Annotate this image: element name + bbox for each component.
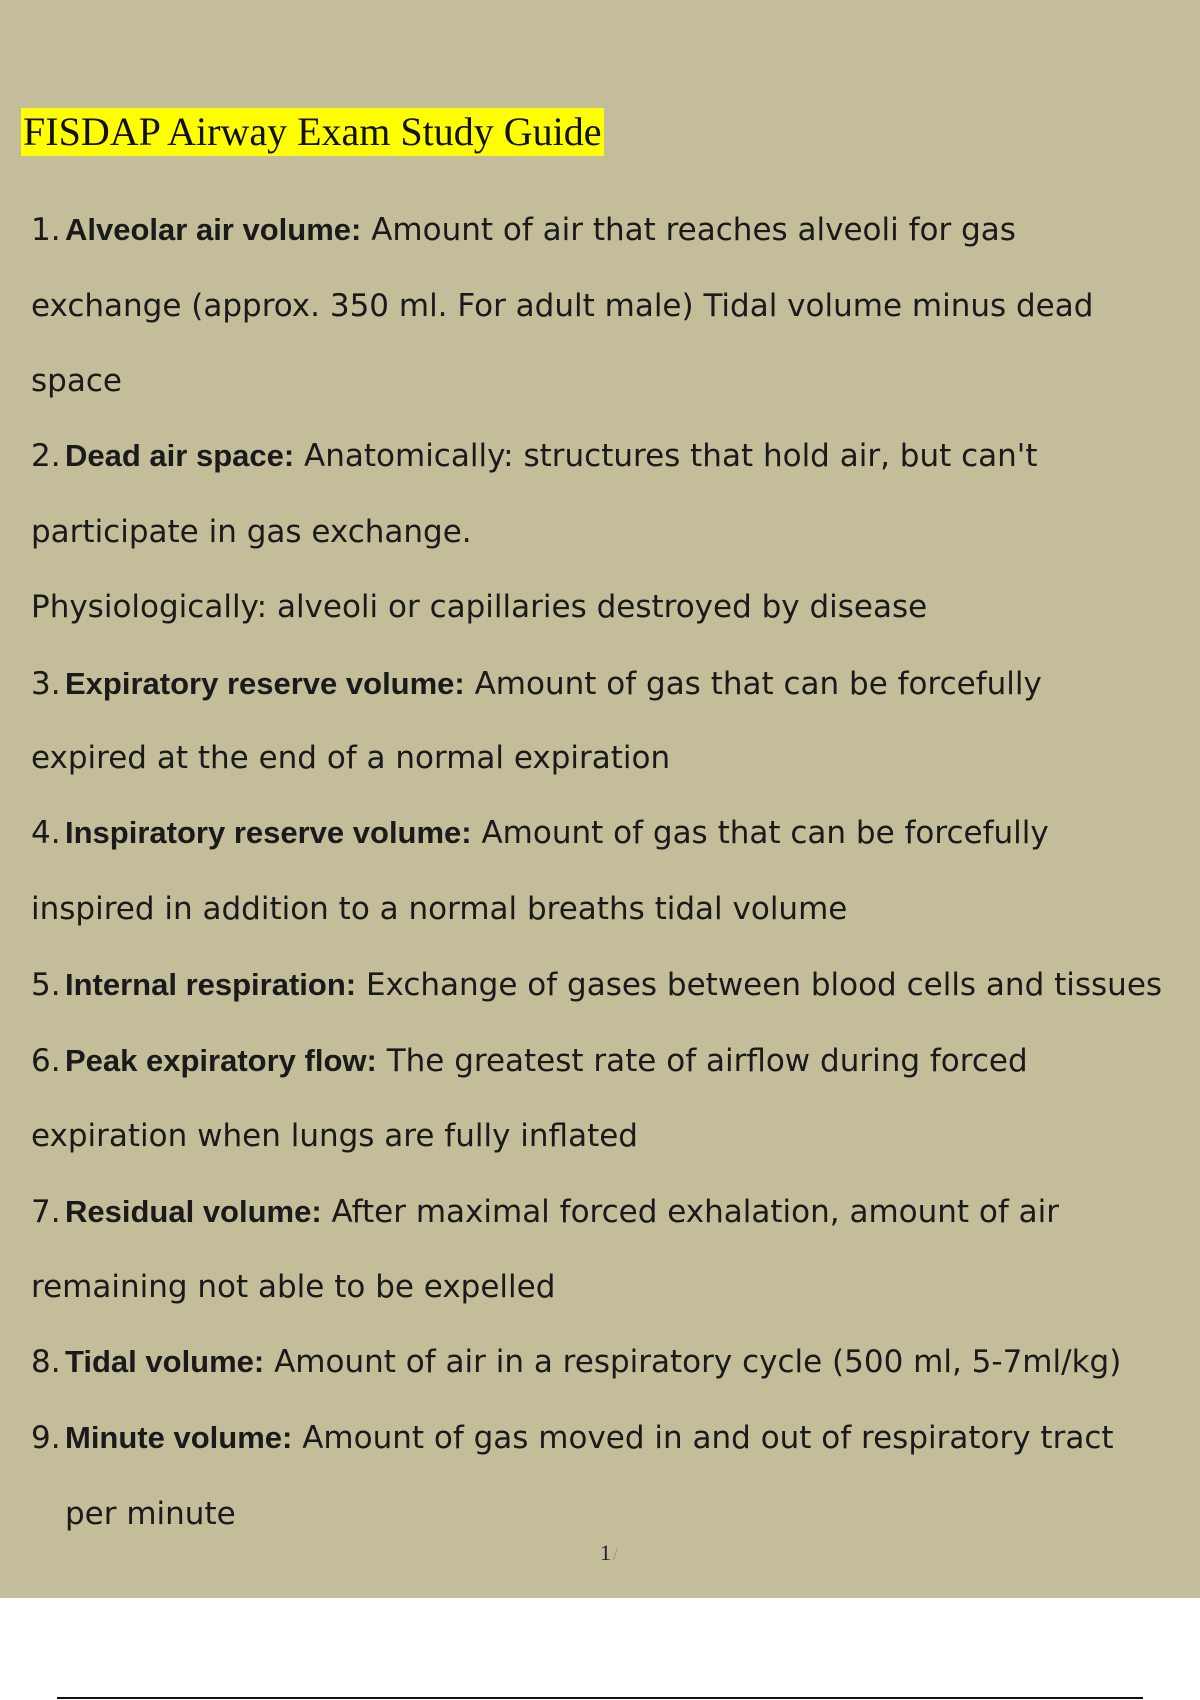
- item-continuation: expired at the end of a normal expiration: [31, 740, 671, 776]
- item-number: 5.: [31, 967, 61, 1003]
- item-continuation: space: [31, 363, 122, 399]
- item-number: 3.: [31, 666, 61, 702]
- item-number: 2.: [31, 438, 61, 474]
- list-item-5: [31, 965, 1162, 1005]
- item-number: 7.: [31, 1194, 61, 1230]
- item-term: Minute volume:: [65, 1420, 293, 1455]
- page-number-suffix: /: [613, 1544, 619, 1564]
- list-item-2: [31, 436, 1037, 476]
- list-item-6: [31, 1041, 1028, 1081]
- item-continuation: per minute: [65, 1496, 236, 1532]
- item-definition: Exchange of gases between blood cells and tissues: [356, 967, 1163, 1003]
- item-number: 1.: [31, 212, 61, 248]
- list-item-1: [31, 210, 1016, 250]
- item-term: Dead air space:: [65, 438, 295, 473]
- footer-divider: [57, 1697, 1143, 1699]
- page-number: [600, 1540, 618, 1566]
- item-definition: Amount of gas that can be forcefully: [464, 666, 1042, 702]
- item-definition: After maximal forced exhalation, amount of air: [321, 1194, 1060, 1230]
- item-continuation: participate in gas exchange.: [31, 514, 472, 550]
- item-term: Internal respiration:: [65, 967, 357, 1002]
- item-term: Expiratory reserve volume:: [65, 666, 465, 701]
- list-item-4: [31, 813, 1049, 853]
- item-definition: Amount of air in a respiratory cycle (500 ml, 5-7ml/kg): [264, 1344, 1122, 1380]
- item-continuation: remaining not able to be expelled: [31, 1269, 556, 1305]
- page-number-value: 1: [600, 1540, 611, 1565]
- list-item-7: [31, 1192, 1059, 1232]
- item-term: Alveolar air volume:: [65, 212, 362, 247]
- item-continuation: Physiologically: alveoli or capillaries destroyed by disease: [31, 589, 928, 625]
- item-definition: Anatomically: structures that hold air, but can't: [294, 438, 1038, 474]
- item-definition: The greatest rate of airflow during forced: [376, 1043, 1028, 1079]
- item-continuation: inspired in addition to a normal breaths tidal volume: [31, 891, 848, 927]
- item-definition: Amount of air that reaches alveoli for gas: [361, 212, 1016, 248]
- item-number: 9.: [31, 1420, 61, 1456]
- list-item-8: [31, 1342, 1121, 1382]
- document-title: FISDAP Airway Exam Study Guide: [23, 109, 602, 154]
- item-term: Peak expiratory flow:: [65, 1043, 377, 1078]
- item-term: Residual volume:: [65, 1194, 322, 1229]
- item-number: 6.: [31, 1043, 61, 1079]
- item-number: 4.: [31, 815, 61, 851]
- item-continuation: exchange (approx. 350 ml. For adult male) Tidal volume minus dead: [31, 288, 1094, 324]
- item-definition: Amount of gas that can be forcefully: [471, 815, 1049, 851]
- item-term: Tidal volume:: [65, 1344, 265, 1379]
- list-item-9: [31, 1418, 1114, 1458]
- item-term: Inspiratory reserve volume:: [65, 815, 472, 850]
- item-definition: Amount of gas moved in and out of respiratory tract: [292, 1420, 1114, 1456]
- item-continuation: expiration when lungs are fully inflated: [31, 1118, 638, 1154]
- list-item-3: [31, 664, 1042, 704]
- item-number: 8.: [31, 1344, 61, 1380]
